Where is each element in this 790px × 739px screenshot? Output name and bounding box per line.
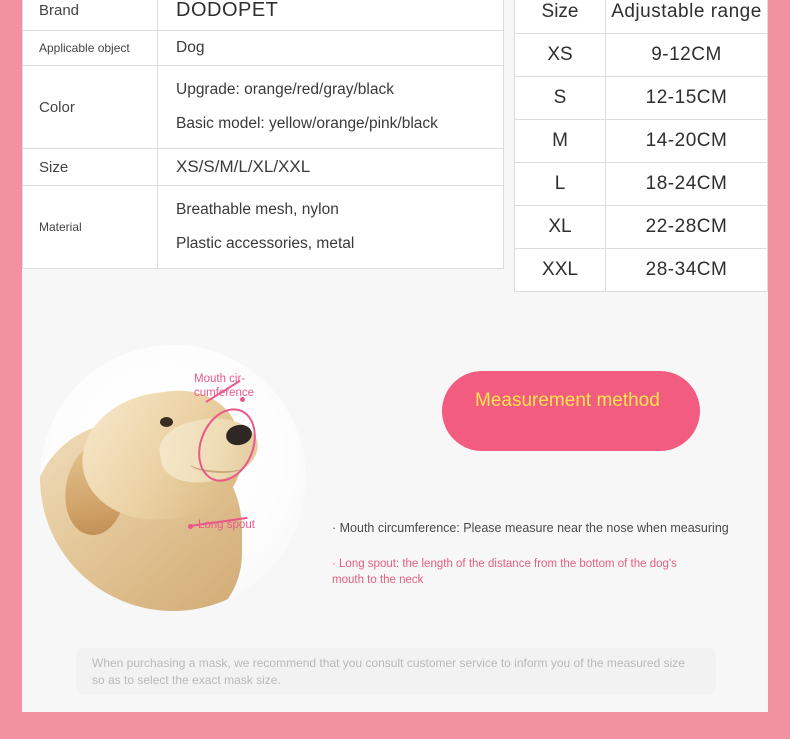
dog-eye [160,417,173,427]
product-spec-table [22,0,504,269]
measurement-section [22,318,768,712]
spec-value [158,66,504,149]
table-row [515,120,768,163]
table-row [515,34,768,77]
note-mouth-circumference: · Mouth circumference: Please measure near the nose when measuring [332,521,729,535]
spec-value [158,186,504,269]
size-column-header: Size [515,0,606,34]
table-row [23,186,504,269]
note-long-spout: · Long spout: the length of the distance from the bottom of the dog's mouth to the neck [332,558,677,586]
callout-dot-spout [188,524,193,529]
size-cell: XXL [515,249,606,292]
spec-value-line: Basic model: yellow/orange/pink/black [176,115,438,132]
range-cell: 22-28CM [606,206,768,249]
spec-value-line: Plastic accessories, metal [176,235,355,252]
size-cell: XL [515,206,606,249]
measurement-method-badge: Measurement method [442,371,700,451]
size-cell: L [515,163,606,206]
spec-label: Color [23,66,158,149]
spec-value-line: Breathable mesh, nylon [176,201,339,218]
range-cell: 12-15CM [606,77,768,120]
size-cell: S [515,77,606,120]
spec-value: XS/S/M/L/XL/XXL [158,149,504,186]
table-row [23,0,504,31]
range-cell: 18-24CM [606,163,768,206]
spec-value: Dog [158,31,504,66]
spec-label: Brand [23,0,158,31]
table-row [515,206,768,249]
table-row [23,31,504,66]
size-chart-table [514,0,768,292]
table-row [515,163,768,206]
range-column-header: Adjustable range [606,0,768,34]
size-cell: XS [515,34,606,77]
spec-label: Material [23,186,158,269]
purchase-advice-note: When purchasing a mask, we recommend that you consult customer service to inform you of the measured size so as to select the exact mask size. [76,648,716,694]
spec-tables-area [22,0,768,300]
spec-label: Size [23,149,158,186]
table-row [515,249,768,292]
table-row [23,149,504,186]
range-cell: 9-12CM [606,34,768,77]
spec-value: DODOPET [158,0,504,31]
page-content [22,0,768,712]
long-spout-label: Long spout [198,519,255,531]
mouth-circumference-label: Mouth cir-cumference [194,373,255,399]
size-cell: M [515,120,606,163]
table-row [515,77,768,120]
table-header-row [515,0,768,34]
spec-label: Applicable object [23,31,158,66]
spec-value-line: Upgrade: orange/red/gray/black [176,81,394,98]
range-cell: 28-34CM [606,249,768,292]
range-cell: 14-20CM [606,120,768,163]
table-row [23,66,504,149]
